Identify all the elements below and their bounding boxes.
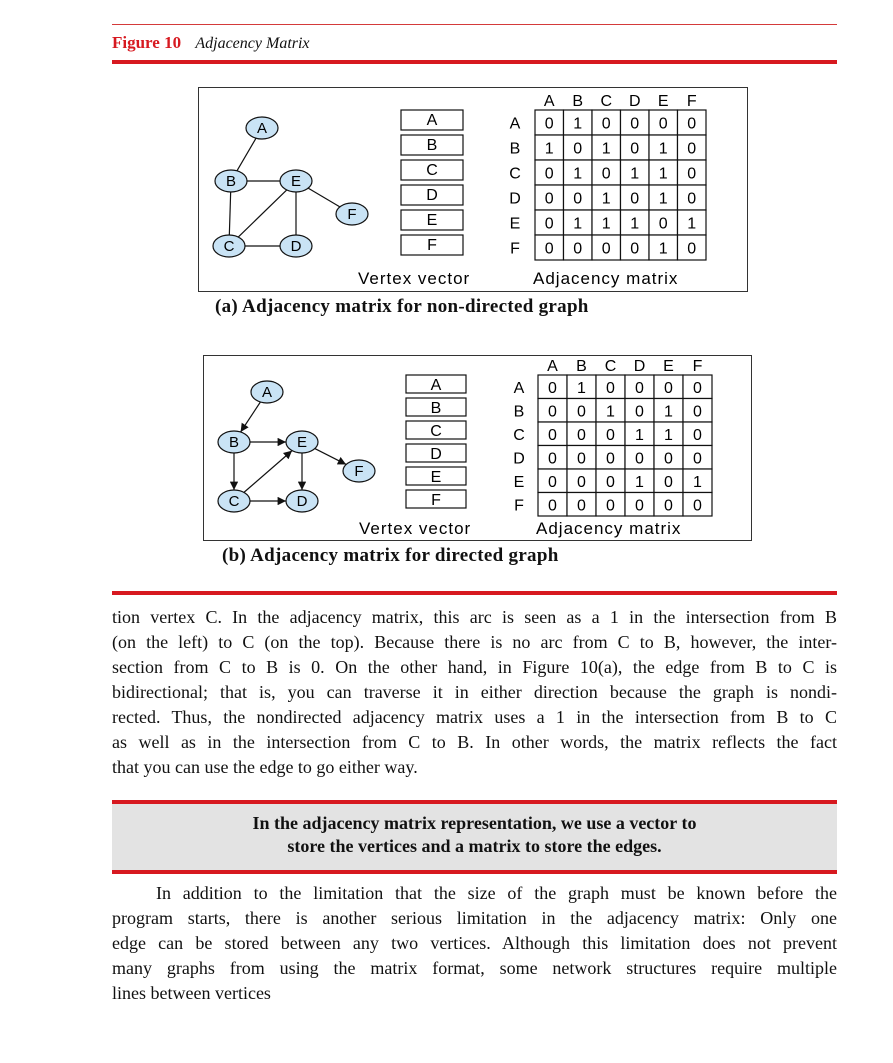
matrix-row-header: E — [509, 215, 521, 233]
matrix-row-header: E — [513, 473, 525, 491]
paragraph-line: lines between vertices — [112, 983, 271, 1003]
matrix-cell-value: 0 — [664, 497, 673, 515]
graph-edge-c-e — [238, 190, 286, 237]
matrix-cell-value: 0 — [664, 450, 673, 468]
paragraph-line: edge can be stored between any two vertices. Although this limitation does not prevent — [112, 933, 837, 953]
graph-node-label: F — [347, 206, 357, 223]
matrix-cell-value: 1 — [664, 426, 673, 444]
matrix-cell-value: 0 — [606, 497, 615, 515]
matrix-cell-value: 0 — [548, 450, 557, 468]
matrix-cell-value: 1 — [573, 115, 583, 133]
matrix-cell-value: 1 — [601, 190, 611, 208]
matrix-row-header: F — [514, 497, 524, 515]
matrix-row-header: B — [513, 403, 525, 421]
graph-edge-b-c — [229, 192, 230, 235]
graph-node-label: B — [228, 434, 240, 451]
matrix-cell-value: 0 — [664, 379, 673, 397]
diagram-a — [199, 88, 747, 291]
matrix-cell-value: 0 — [606, 450, 615, 468]
paragraph-line: bidirectional; that is, you can traverse it in either direction because the graph is nondi- — [112, 682, 837, 702]
matrix-row-header: D — [509, 190, 521, 208]
matrix-cell-value: 1 — [630, 165, 640, 183]
vertex-vector-label: D — [430, 446, 442, 463]
matrix-cell-value: 1 — [601, 140, 611, 158]
matrix-cell-value: 0 — [544, 165, 554, 183]
matrix-row-header: C — [509, 165, 521, 183]
matrix-cell-value: 1 — [658, 140, 668, 158]
matrix-cell-value: 0 — [658, 115, 668, 133]
callout-text — [112, 812, 837, 858]
matrix-cell-value: 1 — [687, 215, 697, 233]
graph-edge-e-f — [315, 449, 346, 465]
matrix-cell-value: 0 — [630, 140, 640, 158]
matrix-cell-value: 0 — [548, 426, 557, 444]
vertex-vector-label: A — [430, 377, 442, 394]
figure-panel-a — [198, 87, 748, 292]
caption-panel-a: (a) Adjacency matrix for non-directed graph — [215, 296, 589, 317]
matrix-cell-value: 0 — [548, 497, 557, 515]
figure-end-rule — [112, 591, 837, 595]
vertex-vector-label: C — [430, 423, 442, 440]
matrix-column-header: E — [657, 93, 669, 110]
graph-node-label: A — [256, 120, 268, 137]
matrix-cell-value: 0 — [630, 190, 640, 208]
matrix-cell-value: 0 — [693, 403, 702, 421]
matrix-cell-value: 0 — [693, 426, 702, 444]
matrix-cell-value: 0 — [544, 115, 554, 133]
graph-edge-c-e — [244, 451, 292, 493]
matrix-cell-value: 1 — [693, 473, 702, 491]
matrix-cell-value: 0 — [573, 240, 583, 258]
paragraph-line: tion vertex C. In the adjacency matrix, this arc is seen as a 1 in the intersection from B — [112, 607, 837, 627]
graph-node-label: C — [223, 238, 235, 255]
matrix-cell-value: 1 — [577, 379, 586, 397]
matrix-cell-value: 1 — [573, 165, 583, 183]
matrix-column-header: A — [543, 93, 555, 110]
matrix-cell-value: 0 — [601, 115, 611, 133]
matrix-cell-value: 0 — [658, 215, 668, 233]
matrix-cell-value: 0 — [606, 426, 615, 444]
matrix-cell-value: 1 — [573, 215, 583, 233]
graph-node-label: D — [296, 493, 308, 510]
matrix-cell-value: 0 — [630, 115, 640, 133]
matrix-cell-value: 0 — [544, 190, 554, 208]
matrix-cell-value: 1 — [664, 403, 673, 421]
matrix-cell-value: 0 — [577, 403, 586, 421]
paragraph-line: that you can use the edge to go either way. — [112, 757, 418, 777]
matrix-cell-value: 0 — [544, 240, 554, 258]
matrix-row-header: A — [509, 115, 521, 133]
graph-edge-a-b — [237, 138, 256, 171]
figure-number: Figure 10 — [112, 33, 182, 52]
matrix-cell-value: 0 — [687, 165, 697, 183]
matrix-column-header: B — [576, 358, 587, 375]
matrix-cell-value: 0 — [693, 497, 702, 515]
adjacency-matrix-caption: Adjacency matrix — [533, 269, 679, 288]
matrix-row-header: C — [513, 426, 525, 444]
matrix-column-header: F — [692, 358, 703, 375]
matrix-cell-value: 0 — [548, 403, 557, 421]
vertex-vector-label: F — [431, 492, 441, 509]
matrix-cell-value: 0 — [573, 190, 583, 208]
caption-panel-b: (b) Adjacency matrix for directed graph — [222, 545, 559, 566]
matrix-cell-value: 0 — [606, 379, 615, 397]
matrix-cell-value: 0 — [630, 240, 640, 258]
vertex-vector-label: D — [426, 187, 438, 204]
matrix-cell-value: 0 — [635, 403, 644, 421]
paragraph-2 — [112, 881, 837, 1006]
matrix-column-header: D — [633, 358, 646, 375]
matrix-row-header: D — [513, 450, 525, 468]
matrix-cell-value: 0 — [577, 426, 586, 444]
matrix-column-header: F — [686, 93, 697, 110]
matrix-cell-value: 1 — [658, 165, 668, 183]
vertex-vector-label: A — [426, 112, 438, 129]
paragraph-line: rected. Thus, the nondirected adjacency matrix uses a 1 in the intersection from B to C — [112, 707, 837, 727]
matrix-cell-value: 0 — [548, 473, 557, 491]
matrix-cell-value: 1 — [658, 190, 668, 208]
matrix-column-header: E — [663, 358, 674, 375]
vertex-vector-label: B — [430, 400, 442, 417]
matrix-cell-value: 0 — [601, 165, 611, 183]
matrix-cell-value: 0 — [606, 473, 615, 491]
matrix-cell-value: 0 — [577, 450, 586, 468]
matrix-row-header: B — [509, 140, 521, 158]
figure-caption — [112, 33, 310, 53]
matrix-cell-value: 1 — [606, 403, 615, 421]
matrix-cell-value: 1 — [635, 426, 644, 444]
matrix-cell-value: 0 — [548, 379, 557, 397]
graph-node-label: C — [228, 493, 240, 510]
graph-node-label: E — [290, 173, 302, 190]
vertex-vector-label: B — [426, 137, 438, 154]
adjacency-matrix-caption: Adjacency matrix — [536, 519, 682, 538]
matrix-cell-value: 1 — [630, 215, 640, 233]
header-rule-top — [112, 24, 837, 25]
vertex-vector-caption: Vertex vector — [359, 519, 472, 538]
header-rule-bottom — [112, 60, 837, 64]
matrix-column-header: A — [547, 358, 558, 375]
key-point-callout — [112, 800, 837, 874]
paragraph-line: In addition to the limitation that the size of the graph must be known before the — [156, 883, 837, 903]
matrix-cell-value: 0 — [601, 240, 611, 258]
graph-node-label: A — [261, 384, 273, 401]
matrix-column-header: C — [604, 358, 617, 375]
vertex-vector-label: E — [430, 469, 442, 486]
matrix-cell-value: 0 — [635, 379, 644, 397]
graph-node-label: D — [290, 238, 302, 255]
matrix-cell-value: 1 — [601, 215, 611, 233]
paragraph-1 — [112, 605, 837, 780]
vertex-vector-label: C — [426, 162, 438, 179]
matrix-column-header: D — [628, 93, 641, 110]
matrix-cell-value: 0 — [687, 140, 697, 158]
matrix-column-header: C — [600, 93, 613, 110]
vertex-vector-caption: Vertex vector — [358, 269, 471, 288]
vertex-vector-label: F — [427, 237, 437, 254]
diagram-b — [204, 356, 751, 540]
matrix-cell-value: 0 — [577, 473, 586, 491]
matrix-cell-value: 1 — [635, 473, 644, 491]
matrix-column-header: B — [572, 93, 584, 110]
callout-line: store the vertices and a matrix to store the edges. — [287, 836, 662, 856]
matrix-cell-value: 0 — [693, 379, 702, 397]
graph-node-label: E — [296, 434, 308, 451]
paragraph-line: many graphs from using the matrix format, some network structures require multiple — [112, 958, 837, 978]
matrix-cell-value: 1 — [658, 240, 668, 258]
matrix-cell-value: 0 — [573, 140, 583, 158]
matrix-cell-value: 0 — [687, 190, 697, 208]
figure-title: Adjacency Matrix — [195, 35, 310, 52]
callout-line: In the adjacency matrix representation, we use a vector to — [252, 813, 697, 833]
matrix-cell-value: 0 — [693, 450, 702, 468]
matrix-cell-value: 0 — [577, 497, 586, 515]
matrix-row-header: A — [513, 379, 525, 397]
figure-panel-b — [203, 355, 752, 541]
matrix-cell-value: 1 — [544, 140, 554, 158]
paragraph-line: section from C to B is 0. On the other hand, in Figure 10(a), the edge from B to C is — [112, 657, 837, 677]
matrix-cell-value: 0 — [687, 240, 697, 258]
matrix-cell-value: 0 — [635, 450, 644, 468]
matrix-cell-value: 0 — [635, 497, 644, 515]
graph-node-label: F — [354, 463, 364, 480]
matrix-cell-value: 0 — [687, 115, 697, 133]
graph-node-label: B — [225, 173, 237, 190]
paragraph-line: program starts, there is another serious limitation in the adjacency matrix: Only one — [112, 908, 837, 928]
graph-edge-e-f — [308, 188, 340, 207]
paragraph-line: as well as in the intersection from C to B. In other words, the matrix reflects the fact — [112, 732, 837, 752]
matrix-cell-value: 0 — [664, 473, 673, 491]
vertex-vector-label: E — [426, 212, 438, 229]
matrix-cell-value: 0 — [544, 215, 554, 233]
graph-edge-a-b — [241, 402, 261, 432]
paragraph-line: (on the left) to C (on the top). Because there is no arc from C to B, however, the inter- — [112, 632, 837, 652]
matrix-row-header: F — [510, 240, 520, 258]
